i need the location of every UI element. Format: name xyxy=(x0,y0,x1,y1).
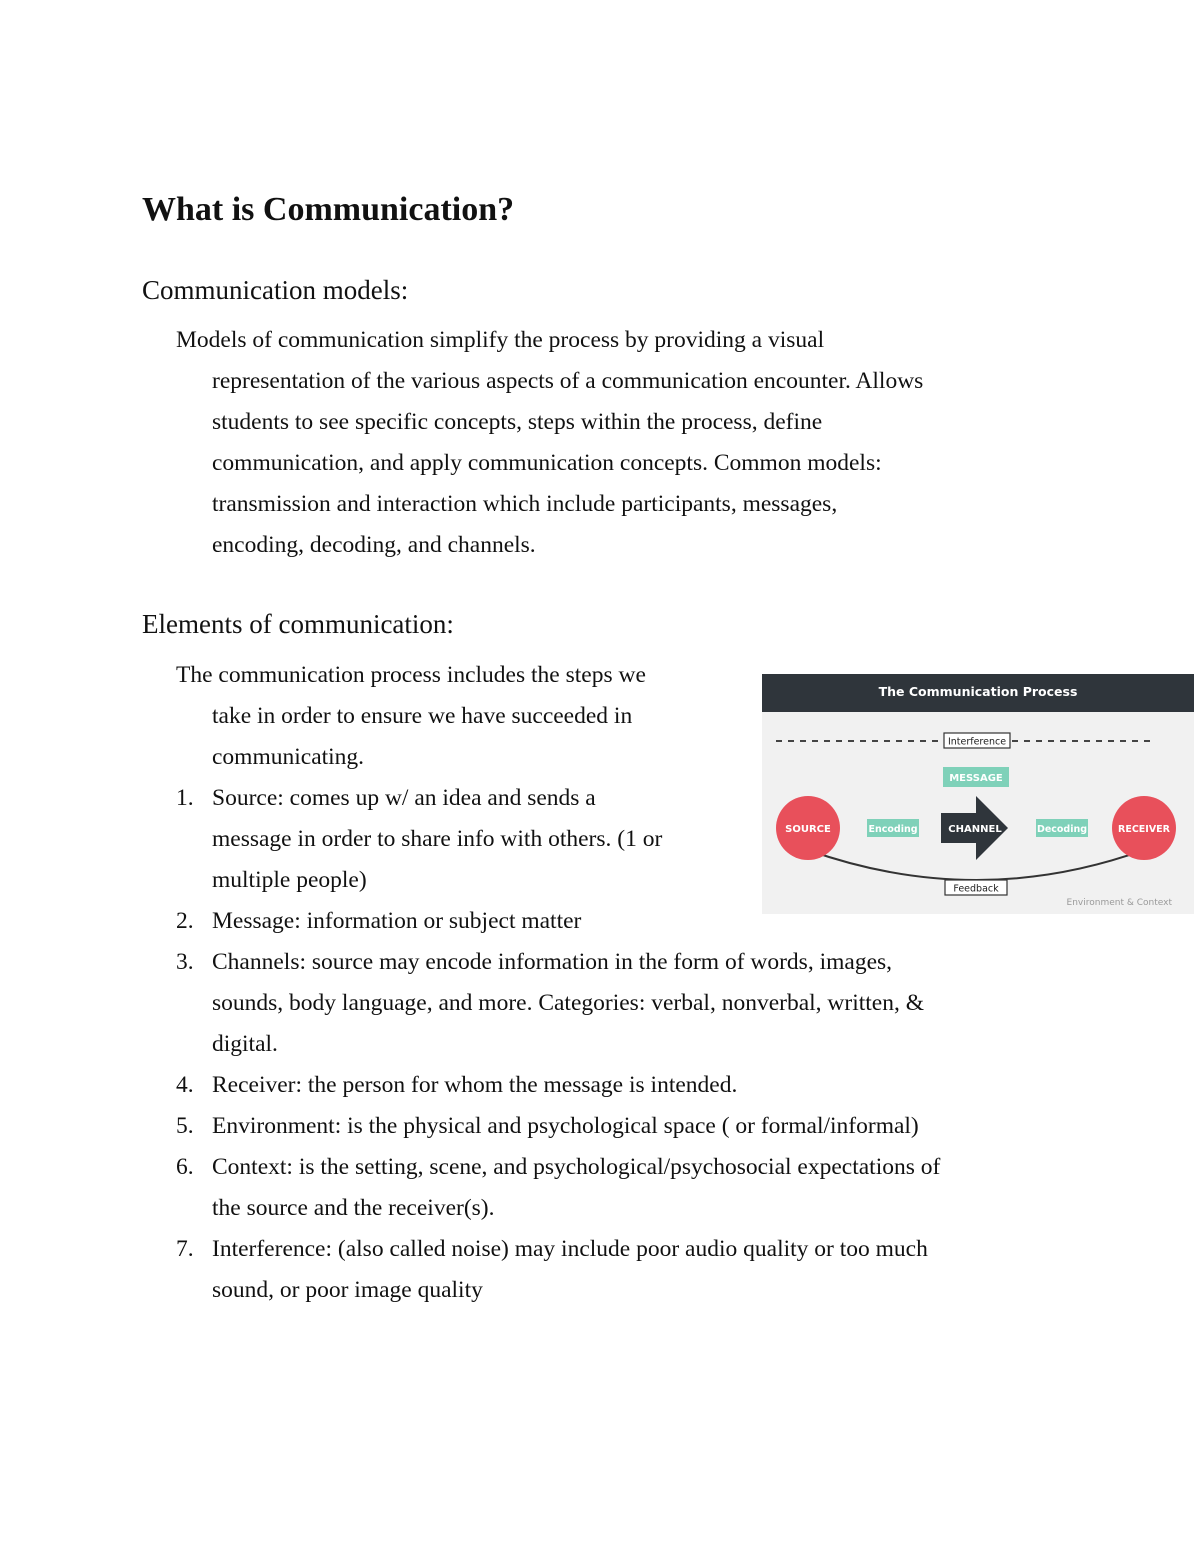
list-item-line: Message: information or subject matter xyxy=(212,908,582,934)
intro-line: take in order to ensure we have succeeded in xyxy=(212,703,633,729)
list-item-line: digital. xyxy=(212,1031,278,1057)
list-number: 2. xyxy=(176,908,194,934)
models-paragraph xyxy=(176,320,923,566)
list-item-line: Source: comes up w/ an idea and sends a xyxy=(212,785,596,811)
list-item-line: Channels: source may encode information in the form of words, images, xyxy=(212,949,893,975)
document-title: What is Communication? xyxy=(142,191,515,228)
models-line: representation of the various aspects of a communication encounter. Allows xyxy=(212,368,924,394)
models-line: encoding, decoding, and channels. xyxy=(212,532,536,558)
list-item-line: Context: is the setting, scene, and psychological/psychosocial expectations of xyxy=(212,1154,941,1180)
models-line: students to see specific concepts, steps within the process, define xyxy=(212,409,823,435)
models-line: transmission and interaction which include participants, messages, xyxy=(212,491,838,517)
list-item-line: message in order to share info with others. (1 or xyxy=(212,826,663,852)
list-number: 6. xyxy=(176,1154,194,1180)
interference-label: Interference xyxy=(947,736,1007,748)
source-label: SOURCE xyxy=(785,824,831,835)
encoding-label: Encoding xyxy=(868,824,918,835)
list-item-receiver xyxy=(176,1065,940,1106)
diagram-canvas xyxy=(762,674,1194,914)
section-heading-models: Communication models: xyxy=(142,275,409,305)
environment-context-label: Environment & Context xyxy=(1066,898,1172,908)
list-item-interference xyxy=(176,1229,940,1311)
communication-process-diagram xyxy=(762,674,1194,914)
list-item-line: sound, or poor image quality xyxy=(212,1277,483,1303)
list-number: 1. xyxy=(176,785,194,811)
elements-intro xyxy=(176,655,646,778)
decoding-label: Decoding xyxy=(1036,824,1088,835)
list-number: 4. xyxy=(176,1072,194,1098)
section-heading-elements: Elements of communication: xyxy=(142,609,454,639)
list-item-line: Interference: (also called noise) may include poor audio quality or too much xyxy=(212,1236,928,1262)
models-line: Models of communication simplify the process by providing a visual xyxy=(176,327,825,353)
list-item-context xyxy=(176,1147,940,1229)
list-number: 5. xyxy=(176,1113,194,1139)
list-number: 3. xyxy=(176,949,194,975)
channel-label: CHANNEL xyxy=(948,824,1002,835)
intro-line: The communication process includes the steps we xyxy=(176,662,646,688)
list-item-line: the source and the receiver(s). xyxy=(212,1195,495,1221)
list-item-channels xyxy=(176,942,940,1065)
list-item-line: sounds, body language, and more. Categories: verbal, nonverbal, written, & xyxy=(212,990,924,1016)
message-label: MESSAGE xyxy=(949,773,1003,784)
intro-line: communicating. xyxy=(212,744,365,770)
feedback-label: Feedback xyxy=(953,883,999,895)
models-line: communication, and apply communication concepts. Common models: xyxy=(212,450,882,476)
list-item-line: Environment: is the physical and psychological space ( or formal/informal) xyxy=(212,1113,919,1139)
list-number: 7. xyxy=(176,1236,194,1262)
receiver-label: RECEIVER xyxy=(1118,824,1170,835)
list-item-environment xyxy=(176,1106,940,1147)
diagram-title: The Communication Process xyxy=(762,674,1194,712)
list-item-line: Receiver: the person for whom the message is intended. xyxy=(212,1072,738,1098)
list-item-line: multiple people) xyxy=(212,867,367,893)
